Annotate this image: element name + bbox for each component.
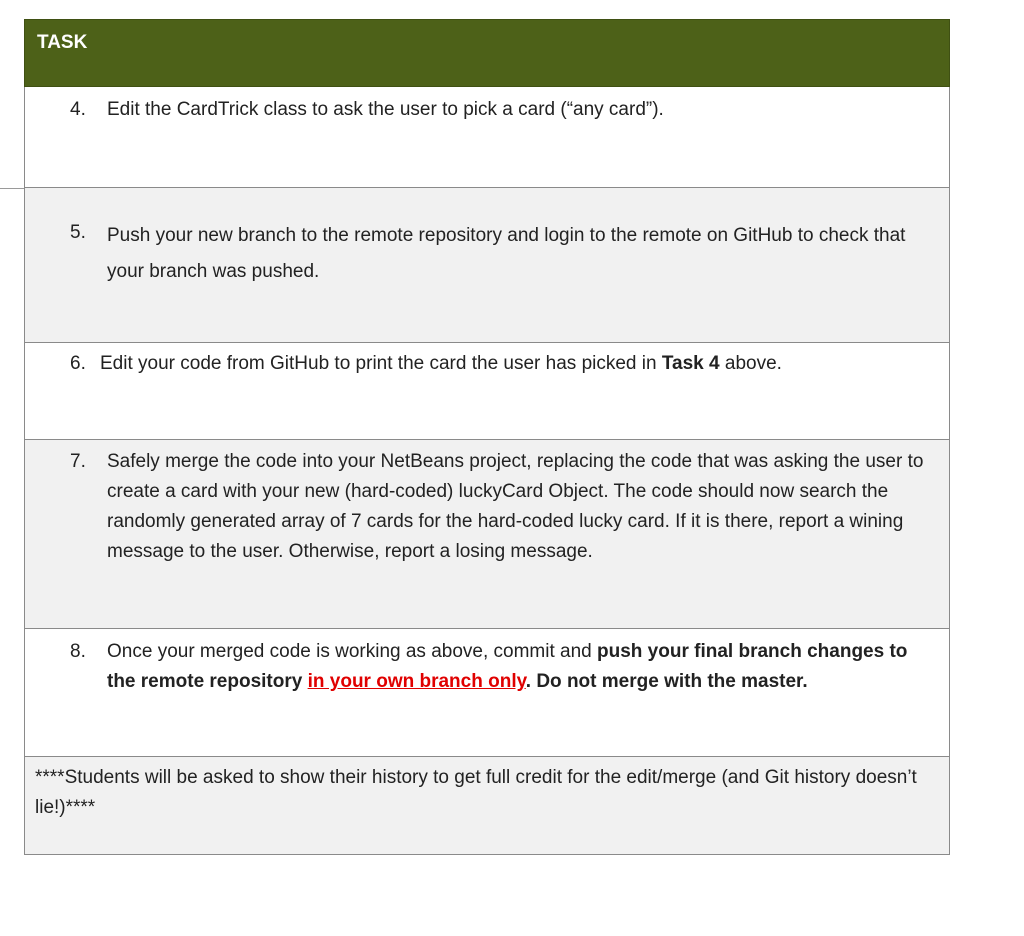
task-row-4 [24,87,950,188]
task-row-8 [24,629,950,757]
margin-line [0,188,24,189]
task-row-7 [24,440,950,629]
task-number: 6. [70,353,86,374]
task-bold-part: . Do not merge with the master. [525,671,808,692]
task-text: Safely merge the code into your NetBeans project, replacing the code that was asking the user to create a card with your new (hard-coded) luckyCard Object. The code should now search the randomly generated array of 7 cards for the hard-coded lucky card. If it is there, report a wining message to the user. Otherwise, report a losing message. [107,451,924,562]
own-branch-link[interactable]: in your own branch only [307,671,526,692]
note-row [24,757,950,855]
history-note: ****Students will be asked to show their history to get full credit for the edit/merge (and Git history doesn’t lie!)**** [35,767,917,818]
task-table [24,19,950,855]
task-ref-bold: Task 4 [661,353,720,374]
task-text: Edit the CardTrick class to ask the user to pick a card (“any card”). [107,99,664,120]
task-text-part: Edit your code from GitHub to print the card the user has picked in [100,353,662,374]
task-number: 5. [70,222,86,243]
task-row-5 [24,188,950,343]
task-text [100,349,929,379]
task-row-6 [24,343,950,440]
task-text [107,637,929,697]
task-number: 7. [70,451,86,472]
table-header [24,19,950,87]
task-number: 8. [70,641,86,662]
task-text-part: Once your merged code is working as above, commit and [107,641,598,662]
task-number: 4. [70,99,86,120]
task-text: Push your new branch to the remote repository and login to the remote on GitHub to check that your branch was pushed. [107,225,906,282]
header-title: TASK [37,32,88,53]
task-text-part: above. [719,353,782,374]
task-bold-part: push your final branch changes to the remote repository [107,641,908,692]
